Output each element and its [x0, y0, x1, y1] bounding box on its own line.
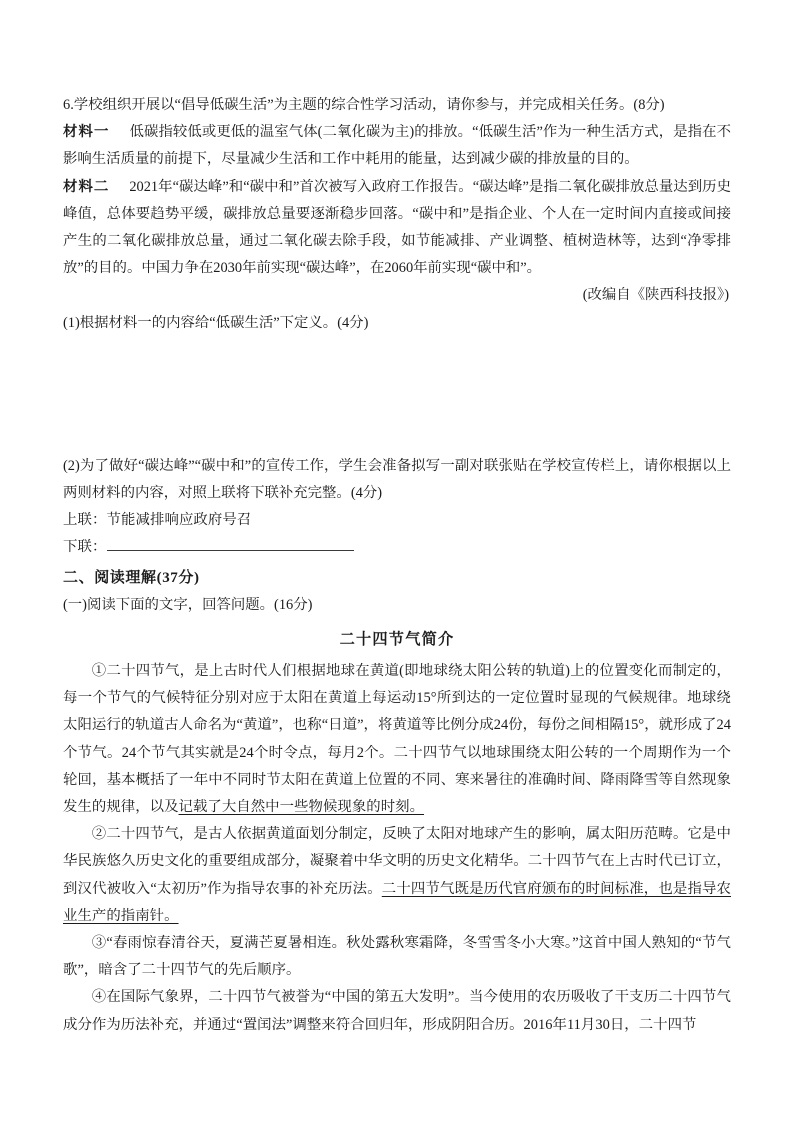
page-content	[63, 92, 731, 1039]
section-2-subheading: (一)阅读下面的文字，回答问题。(16分)	[63, 596, 313, 613]
material-2-label: 材料二	[63, 178, 110, 195]
material-1-label: 材料一	[63, 124, 110, 141]
sub-question-1: (1)根据材料一的内容给“低碳生活”下定义。(4分)	[63, 314, 369, 331]
article-paragraph-4	[63, 984, 731, 1038]
answer-space-question-1[interactable]	[63, 337, 731, 453]
couplet-lower-label: 下联：	[63, 539, 107, 556]
couplet-upper-label: 上联：	[63, 512, 107, 529]
paragraph-2-text: 二十四节气，是古人依据黄道面划分制定，反映了太阳对地球产生的影响，属太阳历范畴。它是中华民族悠久历史文化的重要组成部分，凝聚着中华文明的历史文化精华。二十四节气在上古时代已订立，到汉代被收入“太初历”作为指导农事的补充历法。	[63, 826, 731, 897]
article-title: 二十四节气简介	[339, 631, 455, 649]
sub-question-2: (2)为了做好“碳达峰”“碳中和”的宣传工作，学生会准备拟写一副对联张贴在学校宣传栏上，请你根据以上两则材料的内容，对照上联将下联补充完整。(4分)	[63, 457, 731, 502]
section-2-heading: 二、阅读理解(37分)	[63, 569, 200, 586]
material-1-block	[63, 119, 731, 173]
couplet-upper-line	[63, 507, 731, 534]
couplet-lower-blank[interactable]	[107, 537, 354, 551]
material-source-attribution: (改编自《陕西科技报》)	[582, 287, 729, 304]
material-2-text: 2021年“碳达峰”和“碳中和”首次被写入政府工作报告。“碳达峰”是指二氧化碳排放总量达到历史峰值，总体要趋势平缓，碳排放总量要逐渐稳步回落。“碳中和”是指企业、个人在一定时间内直接或间接产生的二氧化碳排放总量，通过二氧化碳去除手段，如节能减排、产业调整、植树造林等，达到“净零排放”的目的。中国力争在2030年前实现“碳达峰”，在2060年前实现“碳中和”。	[63, 178, 731, 277]
paragraph-1-underlined: 记载了大自然中一些物候现象的时刻。	[178, 799, 425, 816]
couplet-lower-line	[63, 534, 731, 561]
paragraph-1-marker: ①	[91, 663, 107, 680]
paragraph-2-marker: ②	[91, 826, 107, 843]
paragraph-1-text: 二十四节气，是上古时代人们根据地球在黄道(即地球绕太阳公转的轨道)上的位置变化而制定的，每一个节气的气候特征分别对应于太阳在黄道上每运动15°所到达的一定位置时显现的气候规律。地球绕太阳运行的轨道古人命名为“黄道”，也称“日道”，将黄道等比例分成24份，每份之间相隔15°，就形成了24个节气。24个节气其实就是24个时令点，每月2个。二十四节气以地球围绕太阳公转的一个周期作为一个轮回，基本概括了一年中不同时节太阳在黄道上位置的不同、寒来暑往的准确时间、降雨降雪等自然现象发生的规律，以及	[63, 663, 731, 816]
paragraph-3-text: “春雨惊春清谷天，夏满芒夏暑相连。秋处露秋寒霜降，冬雪雪冬小大寒。”这首中国人熟知的“节气歌”，暗含了二十四节气的先后顺序。	[63, 935, 731, 979]
material-2-block	[63, 174, 731, 283]
material-1-text: 低碳指较低或更低的温室气体(二氧化碳为主)的排放。“低碳生活”作为一种生活方式，是指在不影响生活质量的前提下，尽量减少生活和工作中耗用的能量，达到减少碳的排放量的目的。	[63, 124, 731, 168]
paragraph-2-underlined: 二十四节气既是历代官府颁布的时间标准，也是指导农业生产的指南针。	[63, 880, 731, 924]
paragraph-3-marker: ③	[91, 935, 107, 952]
paragraph-4-text: 在国际气象界，二十四节气被誉为“中国的第五大发明”。当今使用的农历吸收了干支历二十四节气成分作为历法补充，并通过“置闰法”调整来符合回归年，形成阴阳合历。2016年11月30日，二十四节	[63, 989, 731, 1033]
article-paragraph-3	[63, 930, 731, 984]
article-paragraph-2	[63, 821, 731, 930]
paragraph-4-marker: ④	[91, 989, 107, 1006]
question-6-prompt: 6.学校组织开展以“倡导低碳生活”为主题的综合性学习活动，请你参与，并完成相关任务。(8分)	[63, 97, 665, 113]
article-paragraph-1	[63, 658, 731, 821]
couplet-upper-text: 节能减排响应政府号召	[106, 512, 252, 529]
